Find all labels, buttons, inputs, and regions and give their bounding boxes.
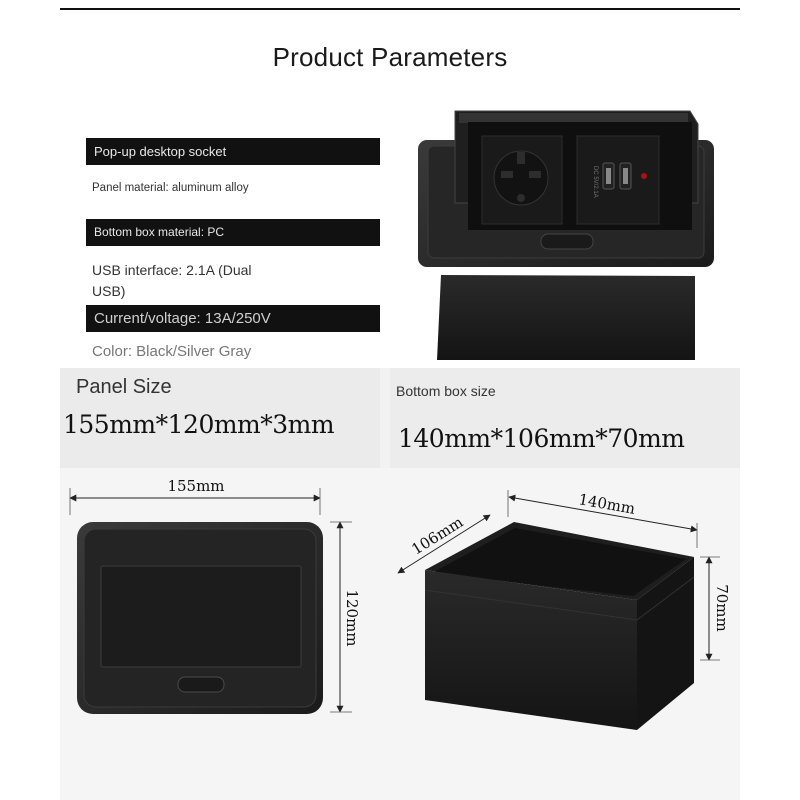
- spec-bottom-box-material: Bottom box material: PC: [86, 219, 380, 246]
- universal-outlet-icon: [494, 151, 548, 205]
- spec-product-type: Pop-up desktop socket: [86, 138, 380, 165]
- spec-usb-line-1: USB interface: 2.1A (Dual: [92, 262, 252, 278]
- box-length-tag: 140mm: [577, 490, 637, 518]
- bottom-box-drawing: [398, 490, 731, 730]
- panel-size-dimensions: 155mm*120mm*3mm: [63, 410, 335, 439]
- spec-panel-material: Panel material: aluminum alloy: [92, 182, 249, 194]
- spec-usb-line-2: USB): [92, 283, 126, 299]
- panel-size-label: Panel Size: [76, 376, 172, 398]
- panel-height-tag: 120mm: [343, 589, 361, 647]
- panel-drawing: [70, 477, 361, 714]
- bottom-box-size-label: Bottom box size: [396, 383, 496, 399]
- box-height-tag: 70mm: [713, 584, 731, 632]
- spec-current-voltage: Current/voltage: 13A/250V: [86, 305, 380, 332]
- usb-port-label: DC 5V/2.1A: [592, 166, 598, 198]
- spec-color: Color: Black/Silver Gray: [92, 343, 252, 360]
- socket-product-image: [418, 111, 714, 360]
- bottom-box-dimensions: 140mm*106mm*70mm: [398, 424, 685, 453]
- page-title: Product Parameters: [272, 42, 508, 72]
- panel-width-tag: 155mm: [167, 477, 225, 495]
- box-depth-tag: 106mm: [408, 513, 467, 559]
